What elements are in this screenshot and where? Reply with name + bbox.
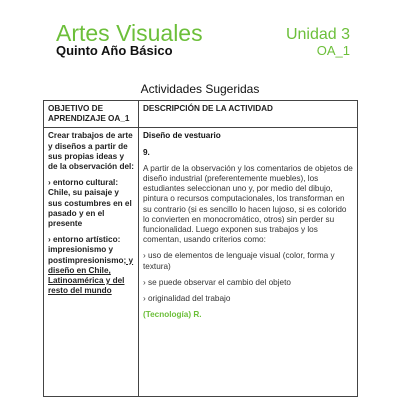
activity-description: A partir de la observación y los comentarios de objetos de diseño industrial (preferentemente muebles), los estudiantes seleccionan uno y, por medio del dibujo, pintura o recursos computacionales, los transforman en su contrario (si es sencillo lo hacen lujoso, si es colorido lo convierten en monocromático, otros) sin perder su funcionalidad. Luego exponen sus trabajos y los comentan, usando criterios como: <box>143 163 353 245</box>
oa-label: OA_1 <box>316 43 350 58</box>
description-cell <box>139 128 358 397</box>
list-item: › uso de elementos de lenguaje visual (color, forma y textura) <box>143 251 335 271</box>
activity-title: Diseño de vestuario <box>143 131 221 141</box>
subject-tag: (Tecnología) R. <box>143 310 202 320</box>
objective-intro: Crear trabajos de arte y diseños a partir de sus propias ideas y de la observación del: <box>48 131 134 172</box>
table-row <box>44 128 358 397</box>
unit-label: Unidad 3 <box>285 26 350 43</box>
table-header-row <box>44 101 358 128</box>
activity-table <box>43 100 358 397</box>
objective-item-cultural: › entorno cultural: Chile, su paisaje y sus costumbres en el pasado y en el presente <box>48 178 132 229</box>
list-item: › se puede observar el cambio del objeto <box>143 277 291 287</box>
grade-label: Quinto Año Básico <box>56 43 173 58</box>
objective-column-header: OBJETIVO DE APRENDIZAJE OA_1 <box>44 101 139 128</box>
list-item: › originalidad del trabajo <box>143 294 231 304</box>
objective-item-artistic-text: › entorno artístico: impresionismo y postimpresionismo <box>48 235 124 265</box>
section-title: Actividades Sugeridas <box>140 82 260 96</box>
objective-cell <box>44 128 139 397</box>
objective-item-artistic <box>48 235 134 296</box>
description-column-header: DESCRIPCIÓN DE LA ACTIVIDAD <box>139 101 358 128</box>
subject-title: Artes Visuales <box>56 20 203 46</box>
objective-item-artistic-link[interactable]: ; y diseño en Chile, Latinoamérica y del resto del mundo <box>48 255 134 296</box>
activity-number: 9. <box>143 147 150 157</box>
